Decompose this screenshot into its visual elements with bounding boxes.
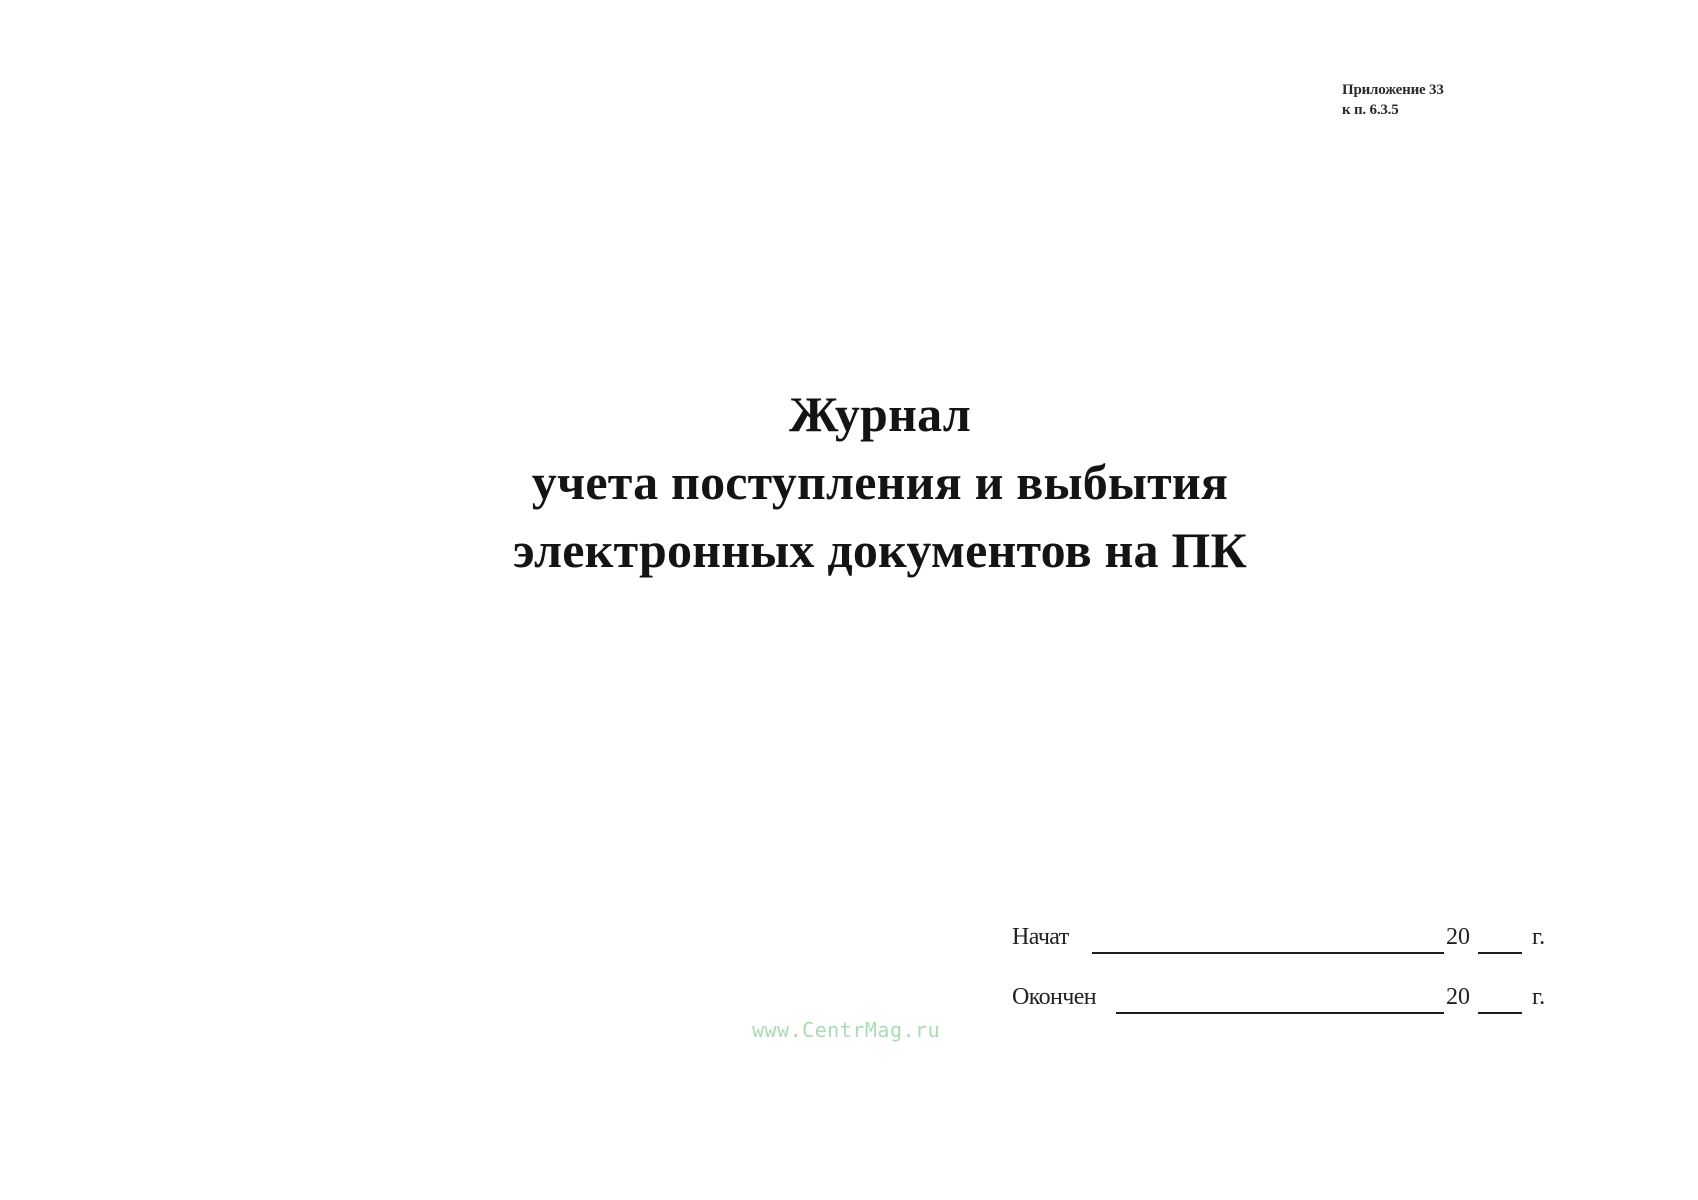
finished-date-row [1012,978,1546,1038]
title-line-2: учета поступления и выбытия [531,454,1229,510]
started-label: Начат [1012,924,1069,950]
title-line-3: электронных документов на ПК [513,522,1247,578]
finished-label: Окончен [1012,984,1096,1010]
journal-dates [1012,918,1546,1038]
finished-year-suffix: г. [1532,984,1546,1010]
document-title [0,380,1698,584]
title-line-1: Журнал [789,386,971,442]
appendix-number: Приложение 33 [1342,82,1444,98]
started-year-blank [1478,952,1522,954]
finished-year-blank [1478,1012,1522,1014]
started-year-prefix: 20 [1446,924,1470,950]
started-year-suffix: г. [1532,924,1546,950]
watermark-text: www.CentrMag.ru [752,1018,941,1042]
finished-year-prefix: 20 [1446,984,1470,1010]
finished-date-blank [1116,1012,1444,1014]
appendix-reference [1342,80,1444,120]
appendix-clause: к п. 6.3.5 [1342,102,1399,118]
started-date-row [1012,918,1546,978]
started-date-blank [1092,952,1444,954]
